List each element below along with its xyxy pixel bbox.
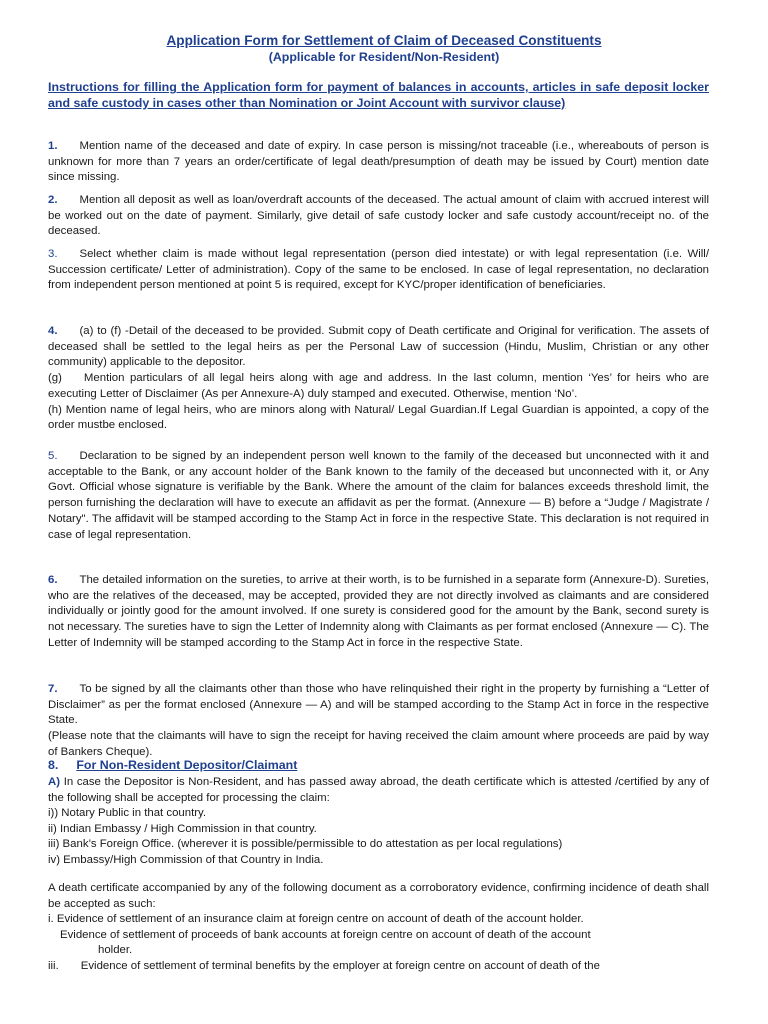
evidence-item-cont: holder. xyxy=(98,944,133,957)
instruction-2 xyxy=(48,193,709,240)
section-title: For Non-Resident Depositor/Claimant xyxy=(76,758,298,772)
item-note: (Please note that the claimants will have to sign the receipt for having received the claim amount where proceeds are paid by way of Bankers Cheque). xyxy=(48,730,709,758)
item-text-a: (a) to (f) -Detail of the deceased to be provided. Submit copy of Death certificate and Original for verification. The assets of deceased shall be settled to the legal heirs as per the Personal Law of succession (Hindu, Muslim, Christian or any other community) applicable to the depositor. xyxy=(48,325,709,369)
item-text-h: (h) Mention name of legal heirs, who are minors along with Natural/ Legal Guardian.If Legal Guardian is appointed, a copy of the order mustbe enclosed. xyxy=(48,403,709,432)
evidence-item: Evidence of settlement of terminal benefits by the employer at foreign centre on account of death of the xyxy=(80,960,600,973)
list-item: iv) Embassy/High Commission of that Country in India. xyxy=(48,854,324,867)
item-text: Declaration to be signed by an independent person well known to the family of the deceased but unconnected with it and acceptable to the Bank, or any account holder of the Bank known to the family of the deceased but unconnected with it, or Any Govt. Official whose signature is verifiable by the Bank. Where the amount of the claim for balances exceeds threshold limit, the person furnishing the declaration will have to execute an affidavit as per the format. (Annexure — B) before a “Judge / Magistrate / Notary". The affidavit will be stamped according to the Stamp Act in force in the respective State. This declaration is not required in case of legal representation. xyxy=(48,450,709,541)
list-item: iii) Bank’s Foreign Office. (wherever it is possible/permissible to do attestation as per local regulations) xyxy=(48,838,563,851)
item-number: 1. xyxy=(48,140,58,152)
instruction-1 xyxy=(48,139,709,186)
item-number: 2. xyxy=(48,194,58,206)
item-number: 5. xyxy=(48,450,58,462)
item-number: 3. xyxy=(48,248,58,260)
item-text: In case the Depositor is Non-Resident, and has passed away abroad, the death certificate which is attested /certified by any of the following shall be accepted for processing the claim: xyxy=(48,776,710,804)
instruction-5 xyxy=(48,449,709,543)
item-number: 4. xyxy=(48,325,58,337)
corroborative-text: A death certificate accompanied by any of the following document as a corroboratory evidence, confirming incidence of death shall be accepted as such: xyxy=(48,882,709,910)
corroborative-evidence xyxy=(48,881,709,912)
evidence-item: i. Evidence of settlement of an insurance claim at foreign centre on account of death of the account holder. xyxy=(48,913,584,925)
item-text: Select whether claim is made without legal representation (person died intestate) or with legal representation (i.e. Will/ Succession certificate/ Letter of administration). Copy of the same to be enclosed. In case of legal representation, no declaration from independent person mentioned at point 5 is required, except for KYC/proper identification of beneficiaries. xyxy=(48,248,709,292)
section-8-a xyxy=(48,775,709,806)
item-text: Mention all deposit as well as loan/overdraft accounts of the deceased. The actual amount of claim with accrued interest will be worked out on the date of payment. Similarly, give detail of safe custody locker and safe custody account/receipt no. of the deceased. xyxy=(48,194,709,238)
form-subtitle: (Applicable for Resident/Non-Resident) xyxy=(268,50,500,64)
item-number: 6. xyxy=(48,574,58,586)
instruction-7 xyxy=(48,682,709,761)
instruction-6 xyxy=(48,573,709,652)
evidence-item: Evidence of settlement of proceeds of bank accounts at foreign centre on account of death of the account xyxy=(60,928,591,941)
item-label-a: A) xyxy=(48,776,61,788)
item-label-g: (g) xyxy=(48,372,62,385)
list-item: ii) Indian Embassy / High Commission in that country. xyxy=(48,822,317,835)
evidence-list xyxy=(48,912,709,975)
item-text: To be signed by all the claimants other than those who have relinquished their right in the property by furnishing a “Letter of Disclaimer” as per the format enclosed (Annexure — A) and will be stamped according to the Stamp Act in force in the respective State. xyxy=(48,683,709,727)
list-item: i)) Notary Public in that country. xyxy=(48,807,207,819)
item-text: The detailed information on the sureties, to arrive at their worth, is to be furnished in a separate form (Annexure-D). Sureties, who are the relatives of the deceased, may be accepted, provided they are not directly involved as claimants and are considered individually or jointly good for the amount involved. If one surety is considered good for the amount by the Bank, second surety is not necessary. The sureties have to sign the Letter of Indemnity along with Claimants as per format enclosed (Annexure — C). The Letter of Indemnity will be stamped according to the Stamp Act in force in the respective State. xyxy=(48,574,709,649)
section-number: 8. xyxy=(48,758,59,772)
attestation-list xyxy=(48,806,709,869)
item-number: 7. xyxy=(48,683,58,695)
item-text-g: Mention particulars of all legal heirs along with age and address. In the last column, mention ‘Yes’ for heirs who are executing Letter of Disclaimer (As per Annexure-A) duly stamped and executed. Otherwise, mention ‘No’. xyxy=(48,372,709,400)
instruction-4 xyxy=(48,324,709,434)
instructions-heading: Instructions for filling the Application form for payment of balances in accounts, articles in safe deposit locker and safe custody in cases other than Nomination or Joint Account with survivor clause) xyxy=(48,80,709,110)
evidence-label: iii. xyxy=(48,960,59,973)
item-text: Mention name of the deceased and date of expiry. In case person is missing/not traceable (i.e., whereabouts of person is unknown for more than 7 years an order/certificate of legal death/presumption of death may be issued by Court) mention date since missing. xyxy=(48,140,709,184)
form-title: Application Form for Settlement of Claim of Deceased Constituents xyxy=(166,33,602,48)
section-8-heading xyxy=(48,758,297,772)
instruction-3 xyxy=(48,247,709,294)
